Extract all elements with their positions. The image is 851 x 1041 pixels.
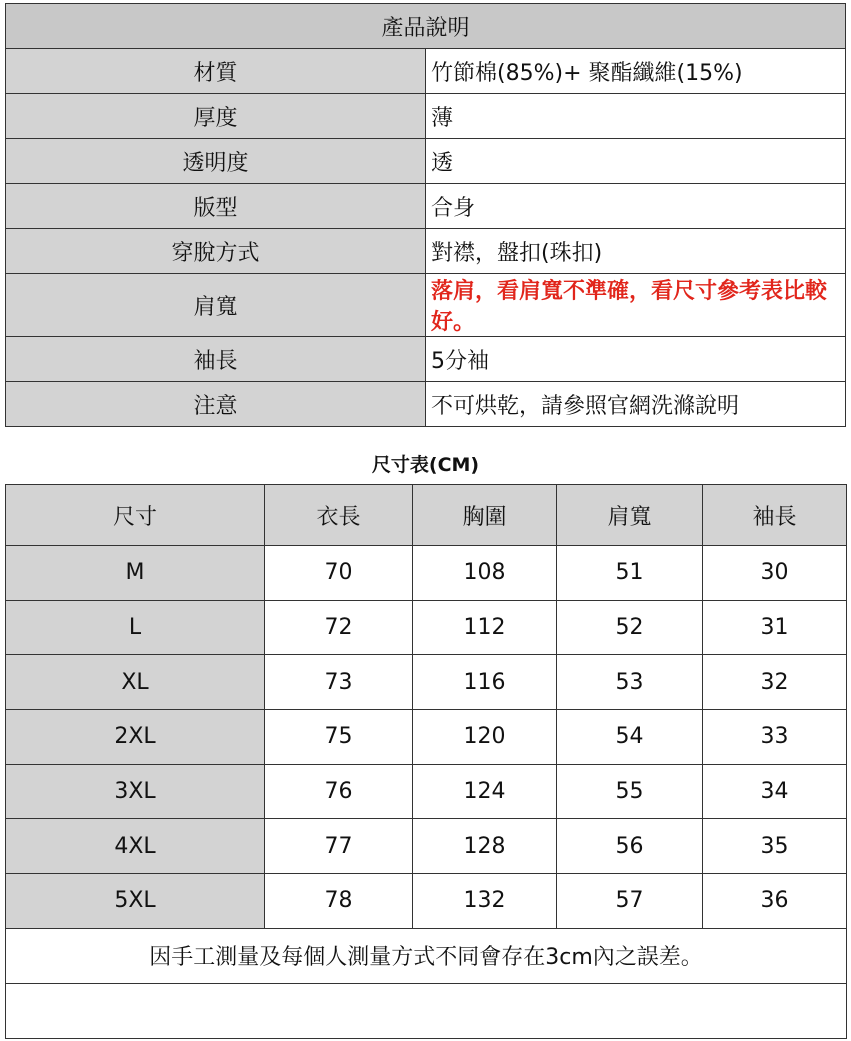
size-header-cell: 尺寸	[6, 485, 265, 546]
size-cell: 76	[265, 764, 413, 819]
size-cell: 120	[413, 710, 557, 765]
size-cell: 77	[265, 819, 413, 874]
size-cell: 51	[557, 546, 703, 601]
desc-value: 透	[426, 139, 846, 184]
size-cell: 34	[703, 764, 847, 819]
size-cell: 75	[265, 710, 413, 765]
size-cell: 4XL	[6, 819, 265, 874]
desc-value: 合身	[426, 184, 846, 229]
size-cell: 116	[413, 655, 557, 710]
size-cell: 52	[557, 600, 703, 655]
size-cell: M	[6, 546, 265, 601]
desc-row-shoulder	[6, 274, 846, 337]
size-cell: 132	[413, 874, 557, 929]
size-row	[6, 600, 847, 655]
size-chart-table	[5, 484, 847, 1039]
size-cell: 70	[265, 546, 413, 601]
desc-row-sleeve	[6, 337, 846, 382]
size-header-row	[6, 485, 847, 546]
blank-row	[6, 983, 847, 1038]
size-cell: 54	[557, 710, 703, 765]
size-cell: 128	[413, 819, 557, 874]
desc-label: 材質	[6, 49, 426, 94]
size-cell: 32	[703, 655, 847, 710]
desc-value: 5分袖	[426, 337, 846, 382]
size-cell: 72	[265, 600, 413, 655]
desc-row-material	[6, 49, 846, 94]
desc-label: 肩寬	[6, 274, 426, 337]
size-row	[6, 710, 847, 765]
size-cell: 112	[413, 600, 557, 655]
size-cell: 73	[265, 655, 413, 710]
desc-row-care	[6, 382, 846, 427]
size-row	[6, 655, 847, 710]
desc-value-highlight: 落肩，看肩寬不準確，看尺寸參考表比較好。	[426, 274, 846, 337]
desc-label: 注意	[6, 382, 426, 427]
desc-value: 竹節棉(85%)+ 聚酯纖維(15%)	[426, 49, 846, 94]
size-cell: 5XL	[6, 874, 265, 929]
size-header-cell: 袖長	[703, 485, 847, 546]
size-cell: 3XL	[6, 764, 265, 819]
desc-value: 對襟，盤扣(珠扣)	[426, 229, 846, 274]
desc-row-closure	[6, 229, 846, 274]
size-header-cell: 肩寬	[557, 485, 703, 546]
size-cell: 108	[413, 546, 557, 601]
size-cell: 56	[557, 819, 703, 874]
desc-value: 薄	[426, 94, 846, 139]
size-row	[6, 546, 847, 601]
size-row	[6, 819, 847, 874]
size-cell: 31	[703, 600, 847, 655]
desc-label: 透明度	[6, 139, 426, 184]
desc-label: 版型	[6, 184, 426, 229]
size-cell: 55	[557, 764, 703, 819]
desc-label: 厚度	[6, 94, 426, 139]
size-cell: 30	[703, 546, 847, 601]
product-description-table	[5, 3, 846, 427]
desc-value: 不可烘乾，請參照官網洗滌說明	[426, 382, 846, 427]
size-cell: 33	[703, 710, 847, 765]
size-cell: 78	[265, 874, 413, 929]
size-cell: 124	[413, 764, 557, 819]
desc-label: 袖長	[6, 337, 426, 382]
blank-cell	[6, 983, 847, 1038]
size-cell: 53	[557, 655, 703, 710]
size-note: 因手工測量及每個人測量方式不同會存在3cm內之誤差。	[6, 928, 847, 983]
size-cell: L	[6, 600, 265, 655]
size-cell: XL	[6, 655, 265, 710]
desc-label: 穿脫方式	[6, 229, 426, 274]
desc-row-fit	[6, 184, 846, 229]
size-header-cell: 胸圍	[413, 485, 557, 546]
size-header-cell: 衣長	[265, 485, 413, 546]
desc-row-thickness	[6, 94, 846, 139]
size-cell: 36	[703, 874, 847, 929]
size-cell: 2XL	[6, 710, 265, 765]
size-chart-title: 尺寸表(CM)	[371, 454, 480, 476]
desc-row-transparency	[6, 139, 846, 184]
size-cell: 57	[557, 874, 703, 929]
size-note-row	[6, 928, 847, 983]
size-row	[6, 764, 847, 819]
product-description-title: 產品說明	[6, 4, 846, 49]
size-cell: 35	[703, 819, 847, 874]
size-row	[6, 874, 847, 929]
